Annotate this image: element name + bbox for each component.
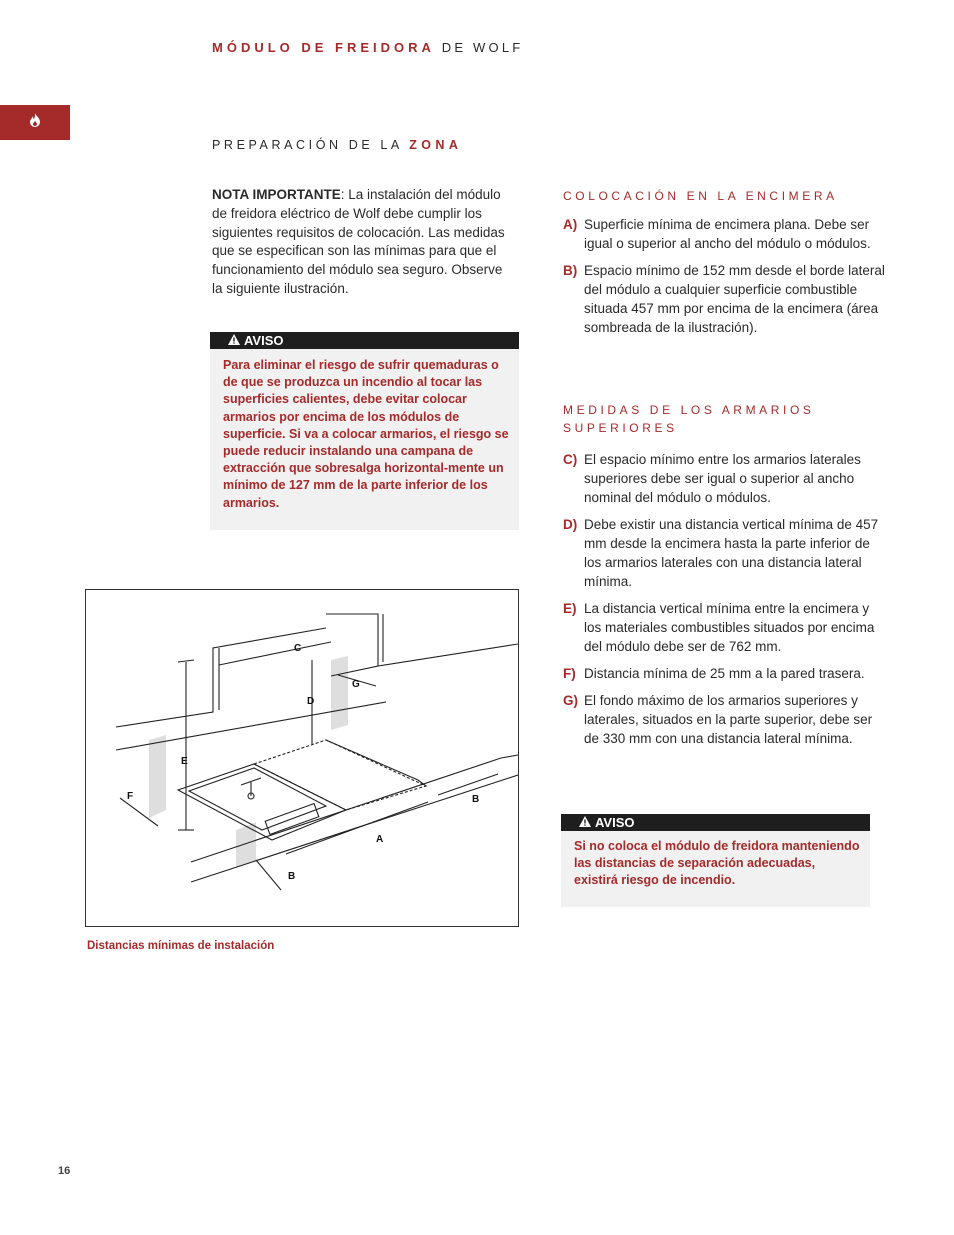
item-letter: G) [563,693,578,708]
running-header [212,40,523,55]
list-colocacion [563,215,888,345]
warning-box-cabinets [210,332,519,530]
heading-colocacion: COLOCACIÓN EN LA ENCIMERA [563,189,838,203]
list-armarios [563,450,888,756]
item-text: Superficie mínima de encimera plana. Debe ser igual o superior al ancho del módulo o módulos. [584,217,871,251]
warning-text: Si no coloca el módulo de freidora manteniendo las distancias de separación adecuadas, existirá riesgo de incendio. [574,839,860,888]
item-letter: E) [563,601,577,616]
dimension-label-b-bottom: B [288,871,296,882]
section-tab [0,105,70,140]
list-item [563,691,888,748]
item-text: Distancia mínima de 25 mm a la pared trasera. [584,666,865,681]
dimension-label-a: A [376,834,384,845]
list-item [563,261,888,337]
item-text: Espacio mínimo de 152 mm desde el borde lateral del módulo a cualquier superficie combustible situada 457 mm por encima de la encimera (área sombreada de la ilustración). [584,263,885,335]
item-text: El espacio mínimo entre los armarios laterales superiores debe ser igual o superior al ancho nominal del módulo o módulos. [584,452,861,505]
list-item [563,450,888,507]
warning-header [210,332,519,349]
warning-label: AVISO [595,815,635,830]
dimension-label-f: F [127,791,134,802]
dimension-label-c: C [294,643,302,654]
important-note-label: NOTA IMPORTANTE [212,187,341,202]
heading-armarios: MEDIDAS DE LOS ARMARIOS SUPERIORES [563,403,815,435]
warning-triangle-icon [228,332,240,349]
item-letter: F) [563,666,576,681]
diagram-drawing [86,590,518,926]
item-text: Debe existir una distancia vertical mínima de 457 mm desde la encimera hasta la parte inferior de los armarios laterales con una distancia lateral mínima. [584,517,879,589]
item-text: El fondo máximo de los armarios superiores y laterales, situados en la parte superior, debe ser de 330 mm con una distancia lateral mínima. [584,693,873,746]
dimension-label-d: D [307,696,315,707]
section-title [212,138,462,152]
item-letter: B) [563,263,578,278]
item-letter: A) [563,217,578,232]
warning-text: Para eliminar el riesgo de sufrir quemaduras o de que se produzca un incendio al tocar las superficies calientes, debe evitar colocar armarios por encima de los módulos de superficie. Si va a colocar armarios, el riesgo se puede reducir instalando una campana de extracción que sobresalga horizontal-mente un mínimo de 127 mm de la parte inferior de los armarios. [223,358,509,510]
dimension-label-b-right: B [472,794,480,805]
list-item [563,599,888,656]
item-letter: C) [563,452,578,467]
installation-diagram [85,589,519,927]
warning-box-fire [561,814,870,907]
section-title-prefix: PREPARACIÓN DE LA [212,138,403,152]
list-item [563,215,888,253]
header-brand: MÓDULO DE FREIDORA [212,40,435,55]
list-item [563,664,888,683]
header-rest: DE WOLF [441,40,524,55]
figure-caption: Distancias mínimas de instalación [87,940,275,952]
warning-triangle-icon [579,814,591,831]
dimension-label-e: E [181,756,188,767]
important-note [212,186,512,299]
list-item [563,515,888,591]
section-title-accent: ZONA [409,138,463,152]
dimension-label-g: G [352,679,360,690]
warning-label: AVISO [244,333,284,348]
page-number: 16 [58,1165,71,1177]
important-note-text: : La instalación del módulo de freidora eléctrico de Wolf debe cumplir los siguientes requisitos de colocación. Las medidas que se especifican son las mínimas para que el funcionamiento del módulo sea seguro. Observe la siguiente ilustración. [212,187,505,296]
item-text: La distancia vertical mínima entre la encimera y los materiales combustibles situados por encima del módulo debe ser de 762 mm. [584,601,875,654]
warning-header [561,814,870,831]
item-letter: D) [563,517,578,532]
flame-icon [29,113,41,132]
